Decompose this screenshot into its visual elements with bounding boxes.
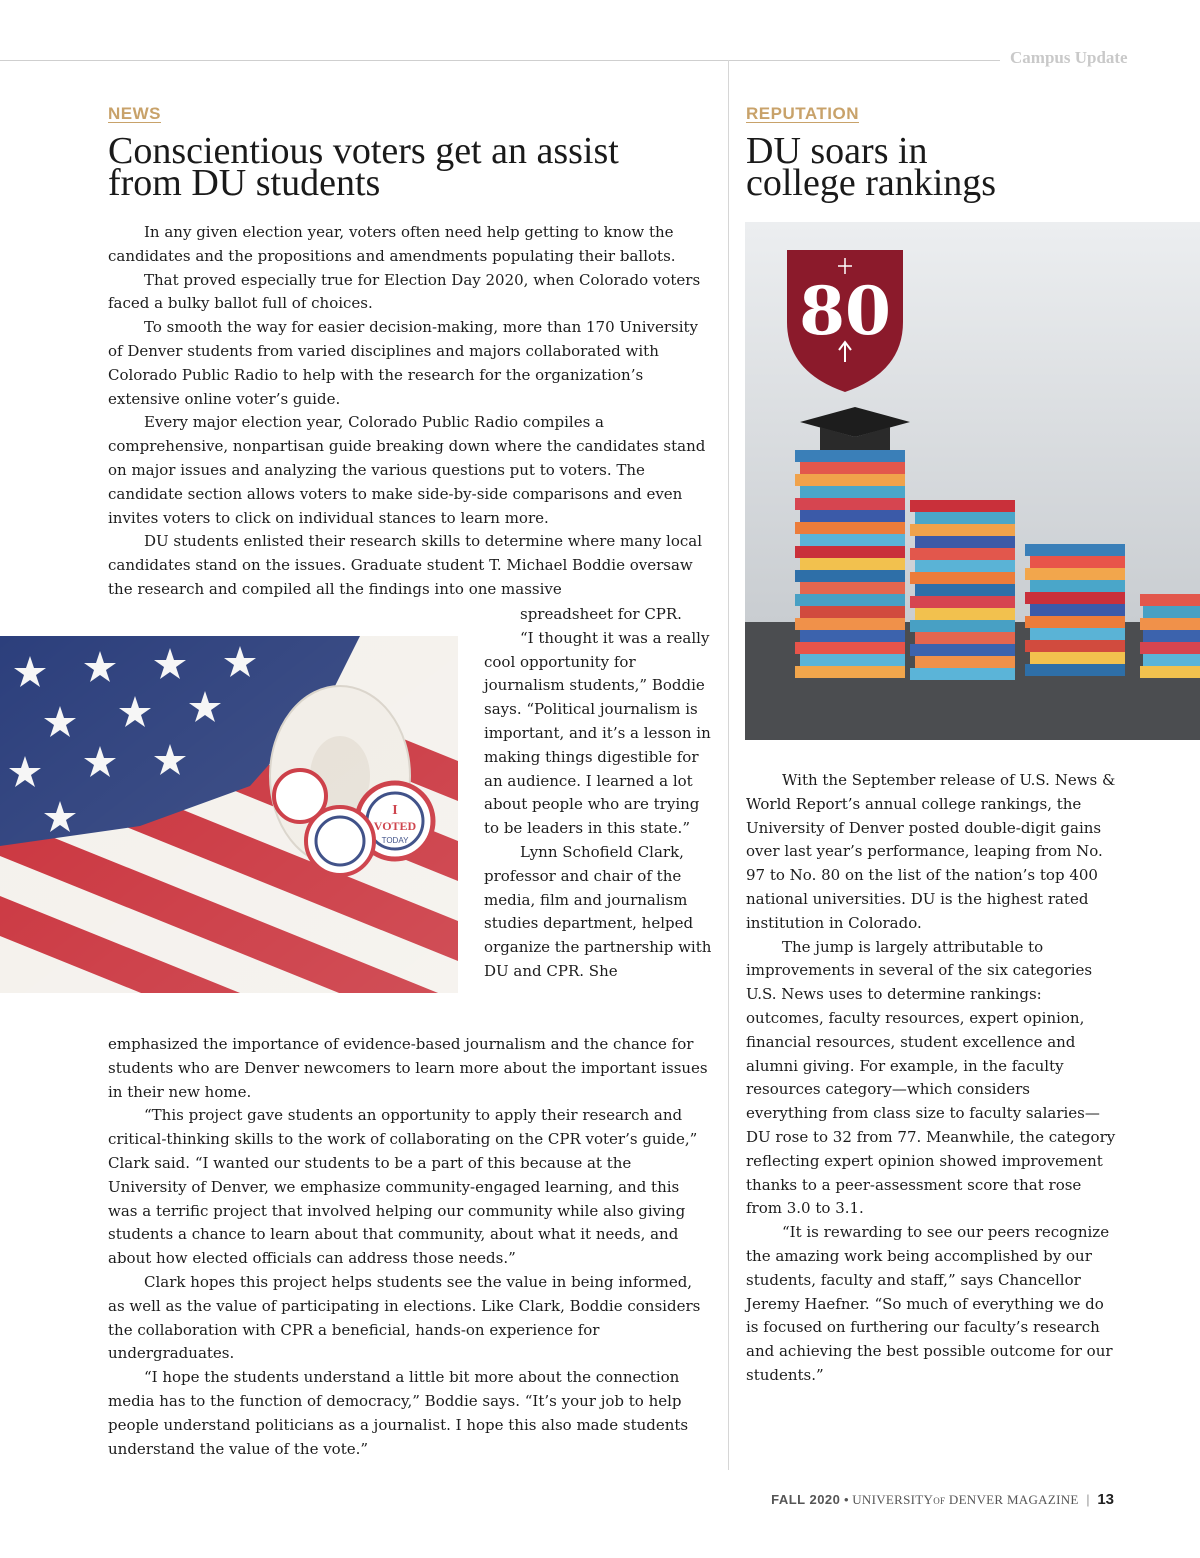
left-paragraph-10: “I hope the students understand a little bit more about the connection media has to the function of democracy,” Boddie says. “It’s your job to help people understand politicians as a journalist. I hope this also made students understand the value of the vote.” bbox=[108, 1368, 689, 1458]
left-kicker: NEWS bbox=[108, 104, 161, 123]
book-stack-3 bbox=[1025, 544, 1125, 676]
flag-illustration bbox=[0, 636, 458, 993]
footer-mag-of: OF bbox=[933, 1496, 946, 1506]
books-illustration bbox=[745, 222, 1200, 740]
footer-separator: | bbox=[1086, 1492, 1090, 1507]
left-body-upper bbox=[108, 221, 708, 602]
right-paragraph-1: With the September release of U.S. News & World Report’s annual college rankings, the University of Denver posted double-digit gains over last year’s performance, leaping from No. 97 to No. 80 on the list of the nation’s top 400 national universities. DU is the highest rated institution in Colorado. bbox=[746, 771, 1116, 932]
page-number: 13 bbox=[1097, 1491, 1114, 1508]
left-paragraph-3: To smooth the way for easier decision-making, more than 170 University of Denver students from varied disciplines and majors collaborated with Colorado Public Radio to help with the research for the organization’s extensive online voter’s guide. bbox=[108, 318, 699, 408]
left-headline bbox=[108, 130, 708, 204]
left-paragraph-1: In any given election year, voters often need help getting to know the candidates and the propositions and amendments populating their ballots. bbox=[108, 223, 676, 265]
footer-bullet: • bbox=[844, 1492, 849, 1507]
book-stack-4 bbox=[1140, 594, 1200, 678]
left-paragraph-7-start: Lynn Schofield Clark, professor and chair of the media, film and journalism studies department, helped organize the partnership with DU and CPR. She bbox=[484, 842, 712, 980]
right-paragraph-2: The jump is largely attributable to improvements in several of the six categories U.S. News uses to determine rankings: outcomes, faculty resources, expert opinion, financial resources, student excellence and alumni giving. For example, in the faculty resources category—which considers everything from class size to faculty salaries—DU rose to 32 from 77. Meanwhile, the category reflecting expert opinion showed improvement thanks to a peer-assessment score that rose from 3.0 to 3.1. bbox=[746, 937, 1116, 1218]
header-rule bbox=[0, 60, 1000, 61]
footer-mag-part1: UNIVERSITY bbox=[852, 1492, 934, 1507]
left-headline-line2: from DU students bbox=[108, 162, 381, 204]
left-paragraph-9: Clark hopes this project helps students see the value in being informed, as well as the value of participating in elections. Like Clark, Boddie considers the collaboration with CPR a beneficial, hands-on experience for undergraduates. bbox=[108, 1272, 701, 1363]
section-label: Campus Update bbox=[1010, 48, 1128, 67]
right-headline bbox=[746, 130, 1176, 204]
right-kicker: REPUTATION bbox=[746, 104, 859, 123]
left-headline-line1: Conscientious voters get an assist bbox=[108, 130, 619, 172]
left-body-wrap bbox=[484, 603, 714, 984]
footer-issue: FALL 2020 bbox=[771, 1492, 841, 1507]
right-body bbox=[746, 769, 1116, 1388]
flag-stickers-photo bbox=[0, 636, 458, 993]
footer-magazine-name bbox=[852, 1492, 1078, 1507]
right-headline-line1: DU soars in bbox=[746, 130, 928, 172]
page-footer bbox=[771, 1491, 1114, 1508]
left-paragraph-7-end: emphasized the importance of evidence-based journalism and the chance for students who are Denver newcomers to learn more about the important issues in their new home. bbox=[108, 1035, 708, 1101]
left-body-lower bbox=[108, 1033, 708, 1461]
badge-number: 80 bbox=[799, 272, 891, 350]
left-paragraph-5-end: spreadsheet for CPR. bbox=[520, 605, 682, 623]
left-paragraph-5: DU students enlisted their research skills to determine where many local candidates stand on the issues. Graduate student T. Michael Boddie oversaw the research and compiled all the findings into one massive bbox=[108, 532, 703, 598]
footer-mag-part2: DENVER MAGAZINE bbox=[948, 1492, 1079, 1507]
left-paragraph-4: Every major election year, Colorado Public Radio compiles a comprehensive, nonpartisan guide breaking down where the candidates stand on major issues and analyzing the various questions put to voters. The candidate section allows voters to make side-by-side comparisons and even invites voters to click on individual stances to learn more. bbox=[108, 413, 706, 527]
left-paragraph-8: “This project gave students an opportunity to apply their research and critical-thinking skills to the work of collaborating on the CPR voter’s guide,” Clark said. “I wanted our students to be a part of this because at the University of Denver, we emphasize community-engaged learning, and this was a terrific project that involved helping our community while also giving students a chance to learn about that community, about what it needs, and about how elected officials can address those needs.” bbox=[108, 1106, 698, 1268]
book-stack-1 bbox=[795, 450, 905, 678]
right-paragraph-3: “It is rewarding to see our peers recognize the amazing work being accomplished by our students, faculty and staff,” says Chancellor Jeremy Haefner. “So much of everything we do is focused on furthering our faculty’s research and achieving the best possible outcome for our students.” bbox=[746, 1223, 1113, 1384]
rankings-books-photo bbox=[745, 222, 1200, 740]
book-stack-2 bbox=[910, 500, 1015, 680]
right-headline-line2: college rankings bbox=[746, 162, 997, 204]
left-paragraph-2: That proved especially true for Election Day 2020, when Colorado voters faced a bulky ballot full of choices. bbox=[108, 270, 701, 313]
left-paragraph-6: “I thought it was a really cool opportunity for journalism students,” Boddie says. “Political journalism is important, and it’s a lesson in making things digestible for an audience. I learned a lot about people who are trying to be leaders in this state.” bbox=[484, 628, 711, 838]
column-divider bbox=[728, 60, 729, 1470]
